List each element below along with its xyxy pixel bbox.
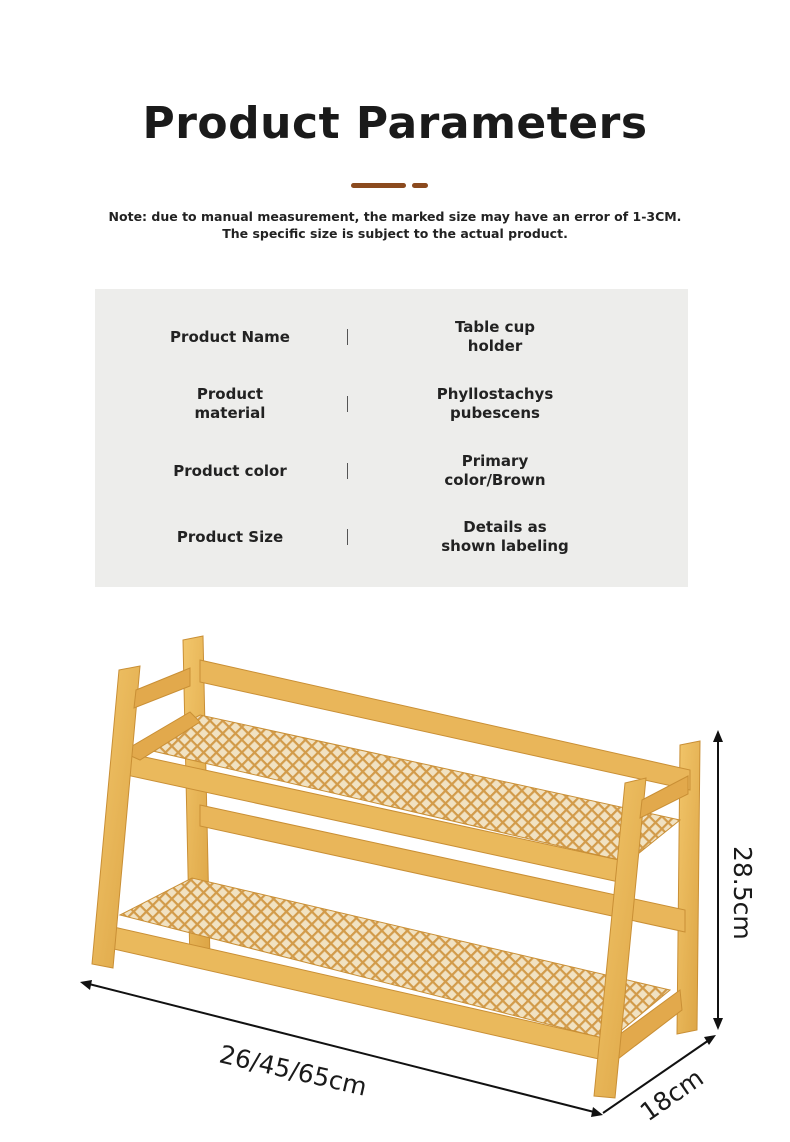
width-label: 26/45/65cm [216, 1039, 370, 1102]
shelf-illustration [0, 600, 790, 1142]
param-label: Product color [173, 461, 287, 480]
param-row-material [95, 374, 688, 434]
param-row-name [95, 307, 688, 367]
param-value: Details as shown labeling [441, 518, 569, 555]
left-side-top-rail [134, 668, 190, 708]
height-dimension [713, 730, 723, 1030]
param-value: Primary color/Brown [444, 452, 546, 489]
param-divider [347, 329, 348, 345]
page-title: Product Parameters [142, 98, 648, 149]
height-label: 28.5cm [728, 846, 757, 940]
param-label: Product Size [176, 527, 284, 546]
depth-label: 18cm [634, 1063, 709, 1127]
param-divider [347, 529, 348, 545]
front-left-post [92, 666, 140, 968]
param-row-size [95, 507, 688, 567]
param-row-color [95, 441, 688, 501]
param-label: Product material [194, 385, 266, 422]
measurement-note: Note: due to manual measurement, the marked size may have an error of 1-3CM. The specific size is subject to the actual product. [108, 209, 682, 241]
param-value: Phyllostachys pubescens [436, 385, 554, 422]
param-value: Table cup holder [454, 318, 535, 355]
title-accent-bar [351, 183, 406, 188]
param-divider [347, 396, 348, 412]
parameters-table [95, 289, 688, 587]
title-accent-dot [412, 183, 428, 188]
param-divider [347, 463, 348, 479]
param-label: Product Name [170, 327, 290, 346]
